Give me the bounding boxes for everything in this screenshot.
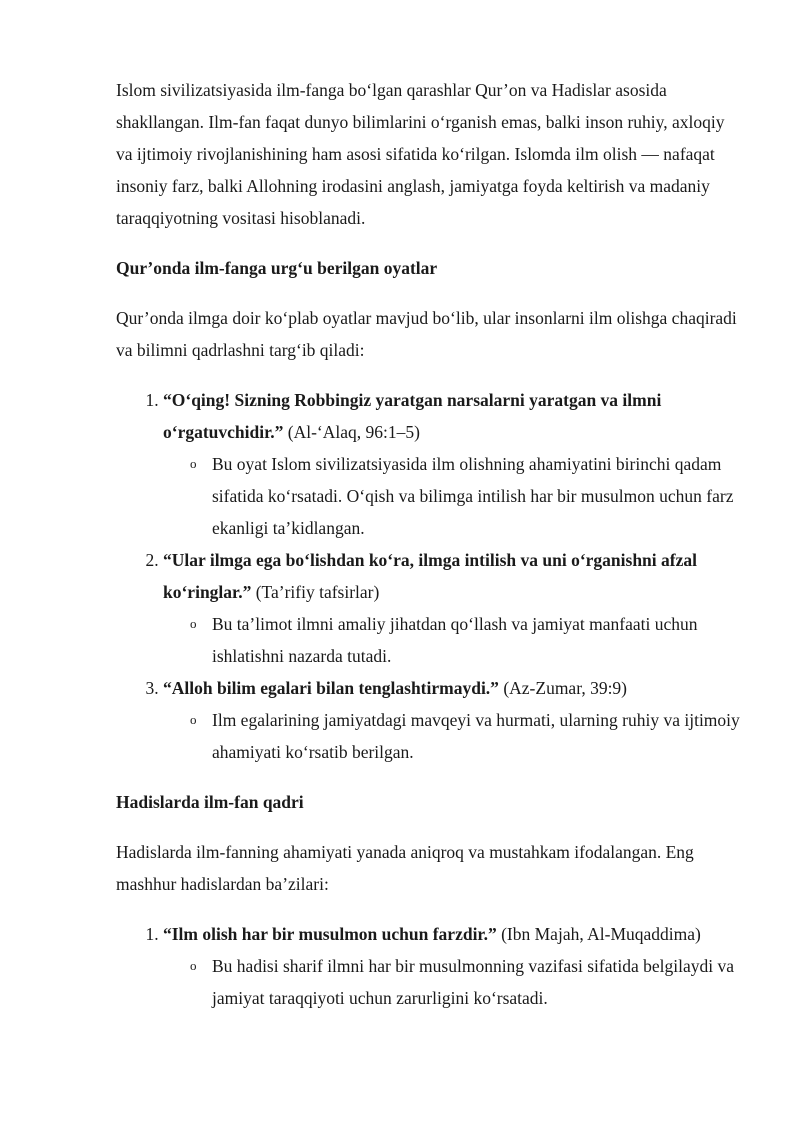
verse-quote: “Alloh bilim egalari bilan tenglashtirmaydi.” [163,678,499,698]
verse-source: (Al-‘Alaq, 96:1–5) [283,422,420,442]
sub-list [163,950,744,1014]
section-heading-hadith: Hadislarda ilm-fan qadri [116,792,304,812]
list-item [163,672,744,768]
hadith-list [116,918,744,1014]
sub-list [163,608,744,672]
hadith-source: (Ibn Majah, Al-Muqaddima) [496,924,701,944]
bullet-icon: o [190,712,197,727]
verse-note: Bu ta’limot ilmni amaliy jihatdan qo‘llash va jamiyat manfaati uchun ishlatishni nazarda tutadi. [212,614,698,666]
list-item [190,950,744,1014]
list-item [163,918,744,1014]
list-item [163,384,744,544]
section-lead-hadith: Hadislarda ilm-fanning ahamiyati yanada aniqroq va mustahkam ifodalangan. Eng mashhur hadislardan ba’zilari: [116,842,694,894]
verse-note: Bu oyat Islom sivilizatsiyasida ilm olishning ahamiyatini birinchi qadam sifatida ko‘rsatadi. O‘qish va bilimga intilish har bir musulmon uchun farz ekanligi ta’kidlangan. [212,454,734,538]
sub-list [163,448,744,544]
verse-note: Ilm egalarining jamiyatdagi mavqeyi va hurmati, ularning ruhiy va ijtimoiy ahamiyati ko‘rsatib berilgan. [212,710,740,762]
list-item [190,608,744,672]
verse-quote: “O‘qing! Sizning Robbingiz yaratgan narsalarni yaratgan va ilmni o‘rgatuvchidir.” [163,390,662,442]
list-item [190,704,744,768]
bullet-icon: o [190,456,197,471]
list-item [190,448,744,544]
intro-paragraph: Islom sivilizatsiyasida ilm-fanga bo‘lgan qarashlar Qur’on va Hadislar asosida shakllangan. Ilm-fan faqat dunyo bilimlarini o‘rganish emas, balki inson ruhiy, axloqiy va ijtimoiy rivojlanishining ham asosi sifatida ko‘rilgan. Islomda ilm olish — nafaqat insoniy farz, balki Allohning irodasini anglash, jamiyatga foyda keltirish va madaniy taraqqiyotning vositasi hisoblanadi. [116,80,725,228]
hadith-quote: “Ilm olish har bir musulmon uchun farzdir.” [163,924,497,944]
section-lead-quran: Qur’onda ilmga doir ko‘plab oyatlar mavjud bo‘lib, ular insonlarni ilm olishga chaqiradi va bilimni qadrlashni targ‘ib qiladi: [116,308,737,360]
quran-verse-list [116,384,744,768]
section-heading-quran: Qur’onda ilm-fanga urg‘u berilgan oyatlar [116,258,438,278]
verse-quote: “Ular ilmga ega bo‘lishdan ko‘ra, ilmga intilish va uni o‘rganishni afzal ko‘ringlar.” [163,550,697,602]
hadith-note: Bu hadisi sharif ilmni har bir musulmonning vazifasi sifatida belgilaydi va jamiyat taraqqiyoti uchun zarurligini ko‘rsatadi. [212,956,734,1008]
verse-source: (Ta’rifiy tafsirlar) [251,582,380,602]
verse-source: (Az-Zumar, 39:9) [498,678,628,698]
bullet-icon: o [190,616,197,631]
bullet-icon: o [190,958,197,973]
list-item [163,544,744,672]
sub-list [163,704,744,768]
